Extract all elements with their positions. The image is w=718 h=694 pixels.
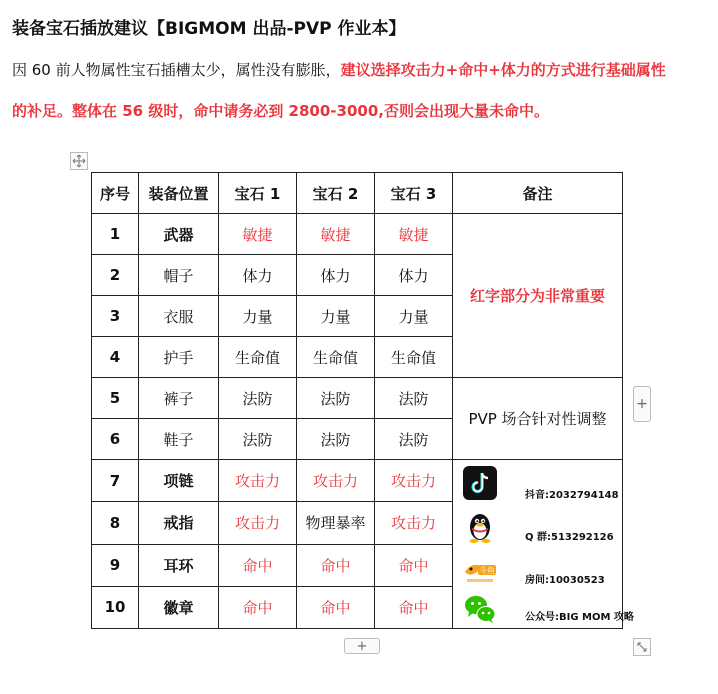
intro-paragraph-line2: 的补足。整体在 56 级时，命中请务必到 2800-3000,否则会出现大量未命中。 — [12, 102, 549, 120]
row-gem1: 力量 — [219, 296, 297, 337]
douyu-logo-icon — [463, 554, 497, 588]
row-gem3: 攻击力 — [375, 502, 453, 544]
row-gem3: 敏捷 — [375, 214, 453, 255]
row-no: 4 — [92, 337, 139, 378]
row-position: 帽子 — [139, 255, 219, 296]
row-gem3: 法防 — [375, 378, 453, 419]
row-gem2: 法防 — [297, 419, 375, 460]
row-no: 10 — [92, 586, 139, 628]
row-no: 1 — [92, 214, 139, 255]
header-notes: 备注 — [453, 173, 623, 214]
row-position: 鞋子 — [139, 419, 219, 460]
row-gem3: 生命值 — [375, 337, 453, 378]
row-gem3: 攻击力 — [375, 460, 453, 502]
row-gem2: 命中 — [297, 586, 375, 628]
row-gem1: 法防 — [219, 419, 297, 460]
row-gem3: 力量 — [375, 296, 453, 337]
social-text-tiktok: 抖音:2032794148 — [525, 490, 619, 501]
intro-plain-text: 因 60 前人物属性宝石插槽太少，属性没有膨胀， — [12, 61, 341, 79]
row-position: 护手 — [139, 337, 219, 378]
row-gem2: 命中 — [297, 544, 375, 586]
social-text-wechat: 公众号:BIG MOM 攻略 — [525, 612, 634, 623]
row-gem1: 攻击力 — [219, 502, 297, 544]
add-row-button[interactable] — [344, 638, 380, 654]
row-no: 3 — [92, 296, 139, 337]
row-gem1: 攻击力 — [219, 460, 297, 502]
row-gem2: 力量 — [297, 296, 375, 337]
row-position: 耳环 — [139, 544, 219, 586]
row-gem3: 体力 — [375, 255, 453, 296]
header-gem2: 宝石 2 — [297, 173, 375, 214]
row-gem2: 攻击力 — [297, 460, 375, 502]
table-row — [92, 214, 623, 255]
table-resize-handle[interactable] — [633, 638, 651, 656]
row-gem1: 敏捷 — [219, 214, 297, 255]
row-position: 武器 — [139, 214, 219, 255]
row-position: 衣服 — [139, 296, 219, 337]
row-no: 2 — [92, 255, 139, 296]
row-gem1: 命中 — [219, 586, 297, 628]
row-gem2: 体力 — [297, 255, 375, 296]
resize-arrow-icon — [636, 641, 648, 653]
header-position: 装备位置 — [139, 173, 219, 214]
intro-paragraph-line1 — [12, 60, 712, 80]
social-item-tiktok — [453, 460, 622, 502]
intro-emphasis-text: 建议选择攻击力+命中+体力的方式进行基础属性 — [340, 61, 666, 79]
row-position: 裤子 — [139, 378, 219, 419]
wechat-icon — [463, 592, 497, 626]
social-item-wechat — [453, 586, 634, 628]
svg-text:斗鱼: 斗鱼 — [479, 566, 495, 575]
row-gem1: 法防 — [219, 378, 297, 419]
gem-recommendation-table — [91, 172, 634, 629]
table-row — [92, 460, 623, 502]
row-no: 5 — [92, 378, 139, 419]
social-item-douyu — [453, 544, 622, 586]
row-gem2: 生命值 — [297, 337, 375, 378]
row-position: 戒指 — [139, 502, 219, 544]
move-arrows-icon — [72, 154, 86, 168]
row-gem3: 法防 — [375, 419, 453, 460]
note-pvp: PVP 场合针对性调整 — [453, 378, 623, 460]
table-header-row — [92, 173, 623, 214]
row-gem1: 命中 — [219, 544, 297, 586]
row-gem3: 命中 — [375, 586, 453, 628]
plus-icon: + — [356, 638, 368, 654]
row-no: 9 — [92, 544, 139, 586]
row-gem1: 体力 — [219, 255, 297, 296]
row-gem2: 物理暴率 — [297, 502, 375, 544]
header-gem1: 宝石 1 — [219, 173, 297, 214]
row-gem2: 法防 — [297, 378, 375, 419]
row-no: 8 — [92, 502, 139, 544]
header-gem3: 宝石 3 — [375, 173, 453, 214]
document-title: 装备宝石插放建议【BIGMOM 出品-PVP 作业本】 — [12, 19, 406, 39]
add-column-button[interactable] — [633, 386, 651, 422]
social-contacts-cell — [453, 460, 634, 629]
row-position: 徽章 — [139, 586, 219, 628]
tiktok-icon — [463, 466, 497, 500]
row-position: 项链 — [139, 460, 219, 502]
table-row — [92, 378, 623, 419]
table-move-handle[interactable] — [70, 152, 88, 170]
row-no: 6 — [92, 419, 139, 460]
social-text-douyu: 房间:10030523 — [525, 575, 605, 586]
row-gem1: 生命值 — [219, 337, 297, 378]
row-no: 7 — [92, 460, 139, 502]
social-item-qq — [453, 502, 622, 544]
note-important: 红字部分为非常重要 — [453, 214, 623, 378]
row-gem3: 命中 — [375, 544, 453, 586]
plus-icon: + — [636, 396, 648, 412]
row-gem2: 敏捷 — [297, 214, 375, 255]
header-no: 序号 — [92, 173, 139, 214]
qq-penguin-icon — [463, 510, 497, 544]
social-text-qq: Q 群:513292126 — [525, 532, 614, 543]
